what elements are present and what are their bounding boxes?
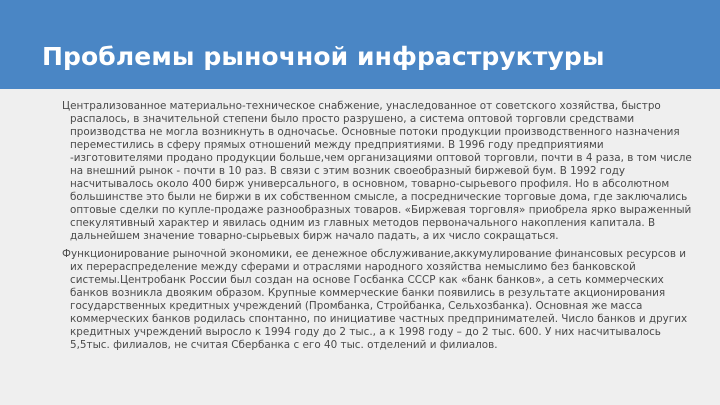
paragraph-wholesale-trade: Централизованное материально-техническое снабжение, унаследованное от советского хозяйства, быстро распалось, в значительной степени было просто разрушено, а система оптовой торговли средствами производства не могла возникнуть в одночасье. Основные потоки продукции производственного назначения переместились в сферу прямых отношений между предприятиями. В 1996 году предприятиями -изготовителями продано продукции больше,чем организациями оптовой торговли, почти в 4 раза, в том числе на внешний рынок - почти в 10 раз. В связи с этим возник своеобразный биржевой бум. В 1992 году насчитывалось около 400 бирж универсального, в основном, товарно-сырьевого профиля. Но в абсолютном большинстве это были не биржи в их собственном смысле, а посреднические торговые дома, где заключались оптовые сделки по купле-продаже разнообразных товаров. «Биржевая торговля» приобрела ярко выраженный спекулятивный характер и явилась одним из главных методов первоначального накопления капитала. В дальнейшем значение товарно-сырьевых бирж начало падать, а их число сокращаться. bbox=[62, 100, 692, 242]
title-bar bbox=[0, 0, 720, 89]
slide-body bbox=[62, 100, 692, 357]
paragraph-banking-system: Функционирование рыночной экономики, ее денежное обслуживание,аккумулирование финансовых ресурсов и их перераспределение между сферами и отраслями народного хозяйства немыслимо без банковской системы.Центробанк России был создан на основе Госбанка СССР как «банк банков», а сеть коммерческих банков возникла двояким образом. Крупные коммерческие банки появились в результате акционирования государственных кредитных учреждений (Промбанка, Стройбанка, Сельхозбанка). Основная же масса коммерческих банков родилась спонтанно, по инициативе частных предпринимателей. Число банков и других кредитных учреждений выросло к 1994 году до 2 тыс., а к 1998 году – до 2 тыс. 600. У них насчитывалось 5,5тыс. филиалов, не считая Сбербанка с его 40 тыс. отделений и филиалов. bbox=[62, 248, 688, 351]
slide-title: Проблемы рыночной инфраструктуры bbox=[42, 42, 605, 71]
